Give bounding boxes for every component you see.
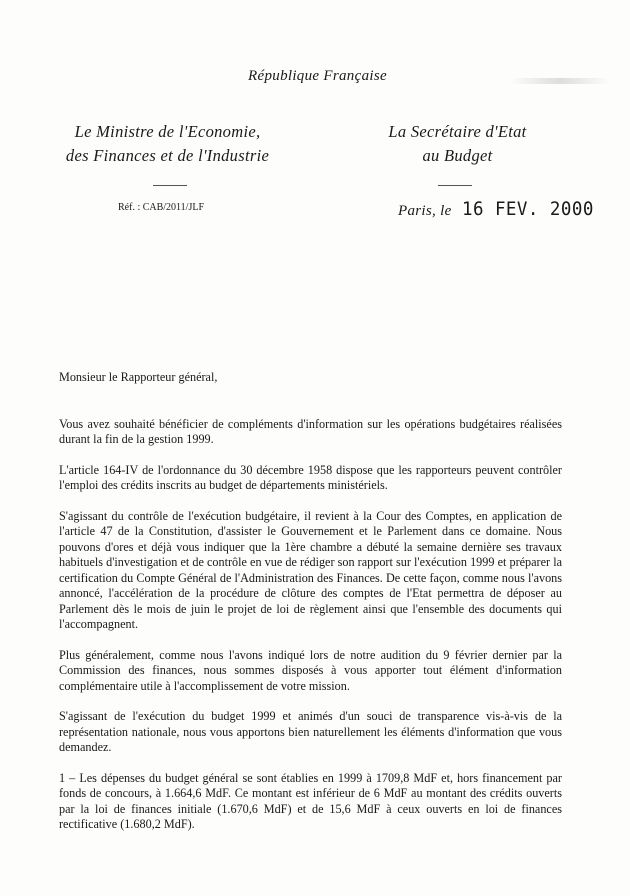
secretary-heading: [365, 120, 550, 168]
paragraph-2: L'article 164-IV de l'ordonnance du 30 décembre 1958 dispose que les rapporteurs peuvent contrôler l'emploi des crédits inscrits au budget de départements ministériels.: [59, 462, 562, 492]
reference-number: Réf. : CAB/2011/JLF: [118, 202, 205, 213]
date-prefix: Paris, le: [398, 203, 452, 219]
secretary-line-1: La Secrétaire d'Etat: [388, 122, 527, 141]
ministry-heading: [40, 120, 295, 168]
letter-body: [59, 370, 562, 848]
left-divider: [153, 185, 187, 186]
salutation: Monsieur le Rapporteur général,: [59, 370, 218, 384]
date-stamp: 16 FEV. 2000: [461, 198, 594, 220]
paragraph-1: Vous avez souhaité bénéficier de compléments d'information sur les opérations budgétaires réalisées durant la fin de la gestion 1999.: [59, 416, 562, 446]
paragraph-3: S'agissant du contrôle de l'exécution budgétaire, il revient à la Cour des Comptes, en application de l'article 47 de la Constitution, d'assister le Gouvernement et le Parlement dans ce domaine. Nous pouvons d'ores et déjà vous indiquer que la 1ère chambre a débuté la semaine dernière ses travaux habituels d'investigation et de contrôle en vue de rédiger son rapport sur l'exécution 1999 et préparer la certification du Compte Général de l'Administration des Finances. De cette façon, comme nous l'avons annoncé, l'accélération de la procédure de clôture des comptes de l'Etat permettra de déposer au Parlement dès le mois de juin le projet de loi de règlement ainsi que l'ensemble des documents qui l'accompagnent.: [59, 508, 562, 631]
date-line: [398, 198, 605, 220]
secretary-line-2: au Budget: [422, 146, 493, 165]
ministry-line-1: Le Ministre de l'Economie,: [74, 122, 261, 141]
paragraph-6: 1 – Les dépenses du budget général se sont établies en 1999 à 1709,8 MdF et, hors financement par fonds de concours, à 1.664,6 MdF. Ce montant est inférieur de 6 MdF au montant des crédits ouverts par la loi de finances initiale (1.670,6 MdF) et de 15,6 MdF à ceux ouverts en loi de finances rectificative (1.680,2 MdF).: [59, 770, 562, 831]
right-divider: [438, 185, 472, 186]
paragraph-4: Plus généralement, comme nous l'avons indiqué lors de notre audition du 9 février dernier par la Commission des finances, nous sommes disposés à vous apporter tout élément d'information complémentaire utile à l'accomplissement de votre mission.: [59, 647, 562, 693]
republique-heading: République Française: [248, 68, 387, 84]
ministry-line-2: des Finances et de l'Industrie: [65, 146, 270, 165]
paragraph-5: S'agissant de l'exécution du budget 1999 et animés d'un souci de transparence vis-à-vis de la représentation nationale, nous vous apportons bien naturellement les éléments d'information que vous demandez.: [59, 709, 562, 754]
